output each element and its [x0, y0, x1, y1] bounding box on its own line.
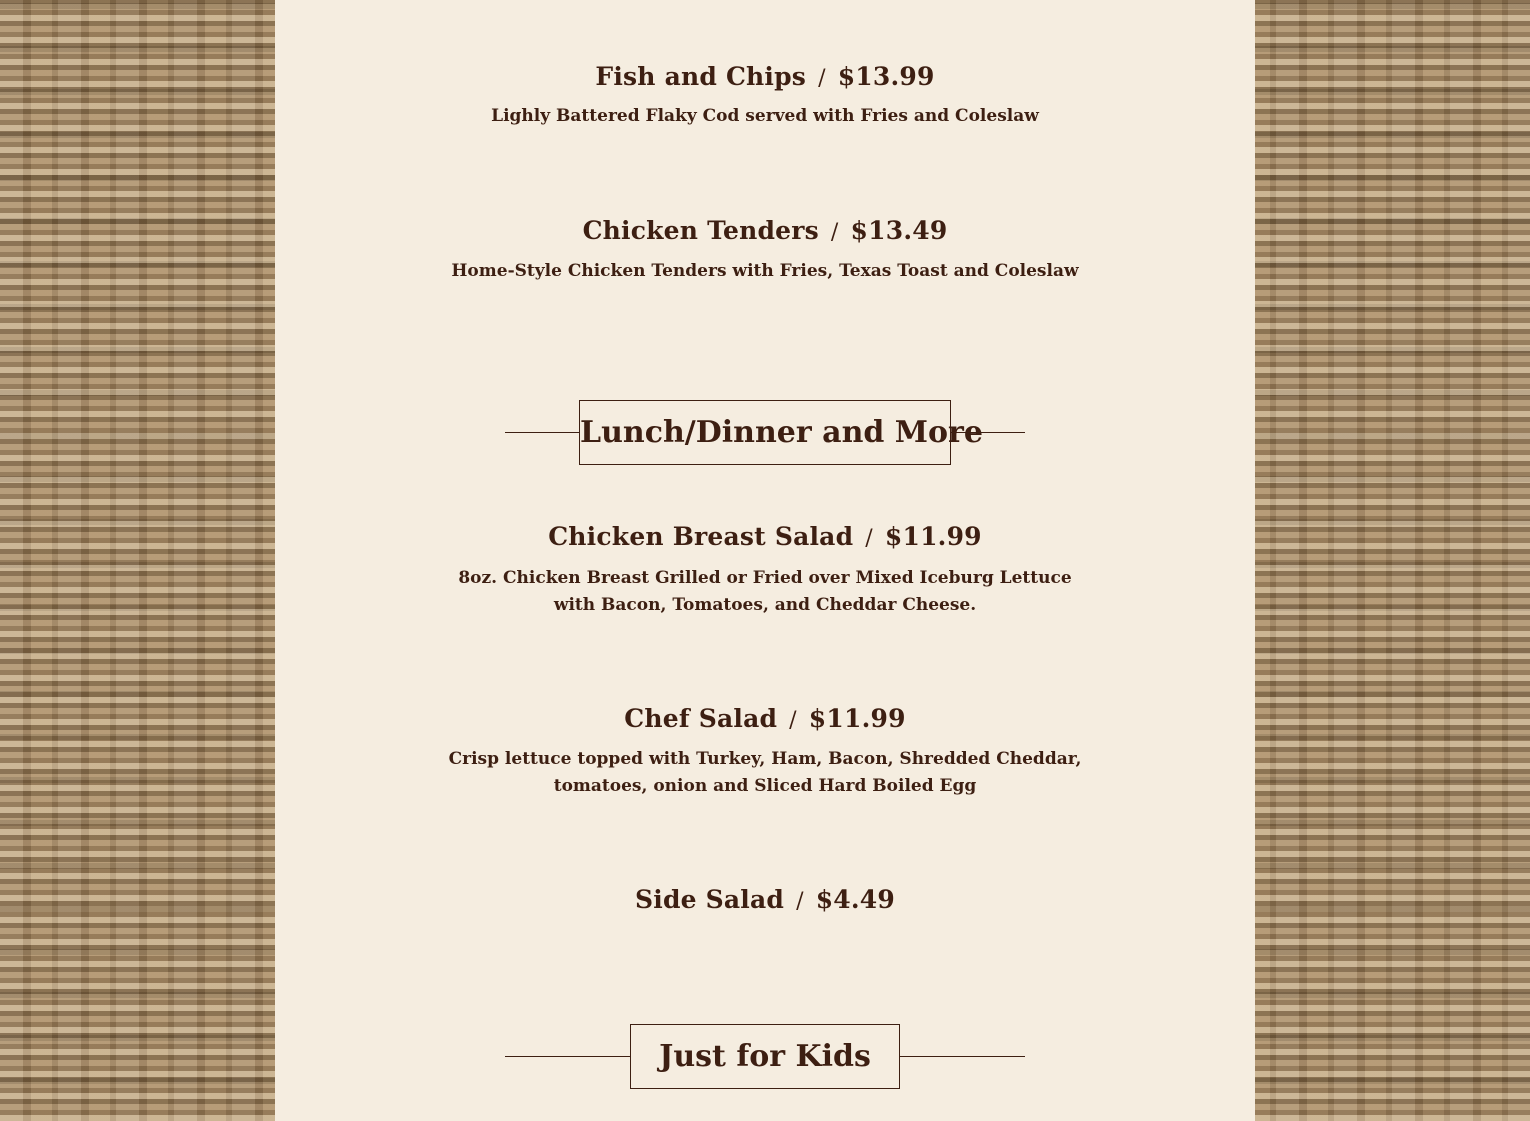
menu-item-name: Chicken Breast Salad: [548, 522, 854, 551]
menu-item-price: $11.99: [808, 704, 906, 733]
price-separator: /: [818, 66, 826, 91]
section-header-just-for-kids: [505, 1024, 1025, 1089]
menu-item-side-salad: [275, 885, 1255, 914]
menu-item-chef-salad: [275, 704, 1255, 800]
menu-item-name: Fish and Chips: [595, 62, 807, 91]
section-title: Lunch/Dinner and More: [579, 400, 951, 465]
price-separator: /: [865, 526, 873, 551]
menu-item-title: [275, 216, 1255, 245]
menu-item-title: [275, 885, 1255, 914]
menu-item-price: $4.49: [815, 885, 895, 914]
menu-item-title: [275, 62, 1255, 91]
menu-item-chicken-tenders: [275, 216, 1255, 285]
menu-item-title: [275, 704, 1255, 733]
menu-item-description: Crisp lettuce topped with Turkey, Ham, Bacon, Shredded Cheddar, tomatoes, onion and Sliced Hard Boiled Egg: [448, 749, 1082, 796]
price-separator: /: [796, 889, 804, 914]
menu-item-name: Side Salad: [635, 885, 785, 914]
menu-item-name: Chef Salad: [624, 704, 778, 733]
menu-item-fish-and-chips: [275, 62, 1255, 130]
menu-item-name: Chicken Tenders: [582, 216, 819, 245]
menu-item-description: 8oz. Chicken Breast Grilled or Fried over Mixed Iceburg Lettuce with Bacon, Tomatoes, and Cheddar Cheese.: [458, 568, 1072, 615]
section-title: Just for Kids: [630, 1024, 900, 1089]
menu-item-chicken-breast-salad: [275, 522, 1255, 619]
menu-item-price: $13.99: [837, 62, 935, 91]
menu-item-price: $13.49: [850, 216, 948, 245]
price-separator: /: [830, 220, 839, 245]
menu-item-description: Lighly Battered Flaky Cod served with Fries and Coleslaw: [491, 106, 1039, 126]
price-separator: /: [789, 708, 797, 733]
menu-item-title: [275, 522, 1255, 551]
menu-item-price: $11.99: [884, 522, 982, 551]
menu-page: [275, 0, 1255, 1121]
menu-item-description: Home-Style Chicken Tenders with Fries, Texas Toast and Coleslaw: [451, 261, 1079, 281]
section-header-lunch-dinner: [505, 400, 1025, 465]
